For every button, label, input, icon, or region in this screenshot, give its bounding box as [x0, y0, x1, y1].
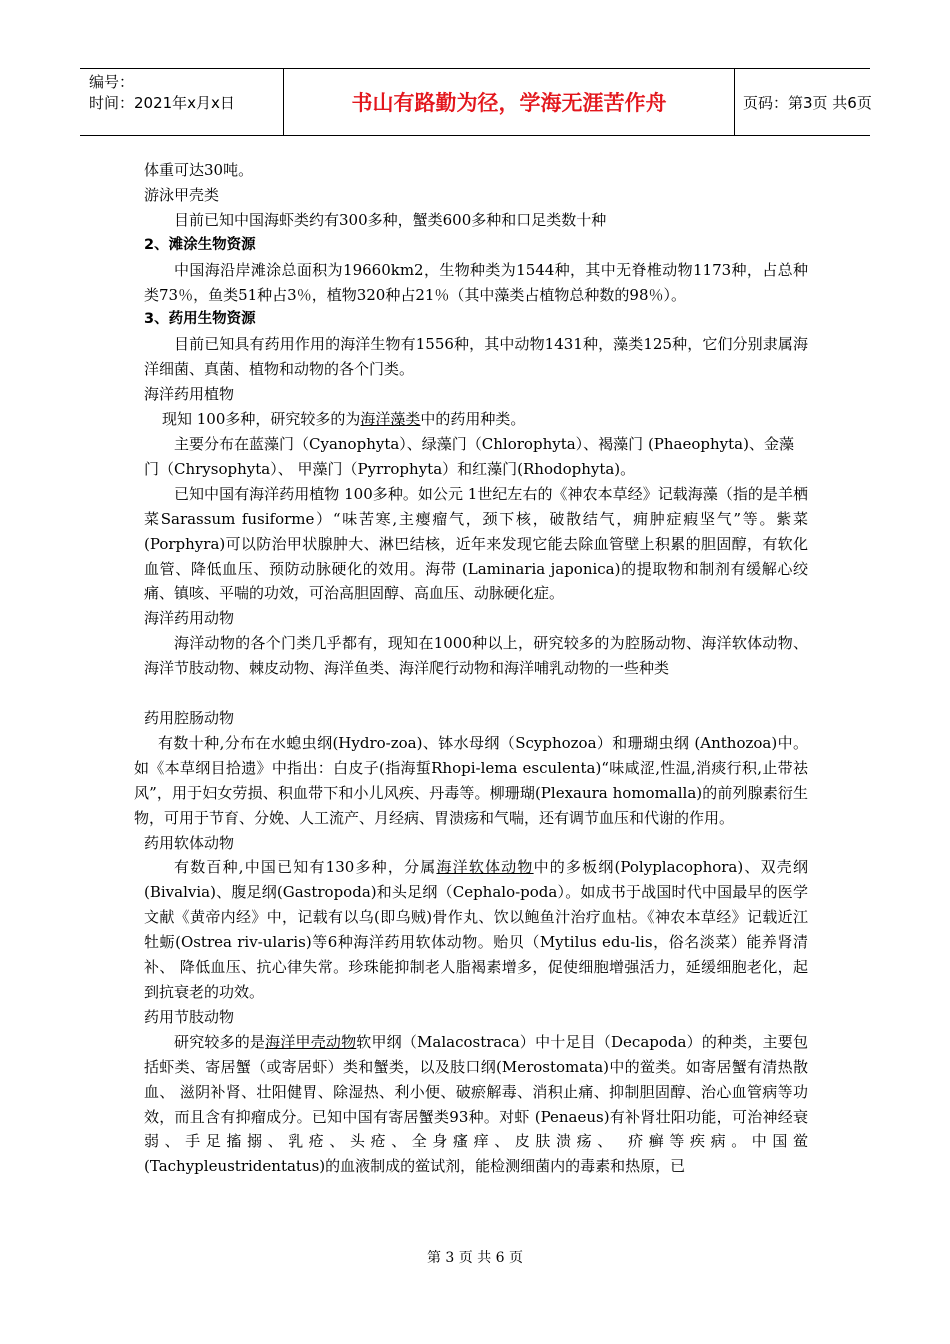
text-run: 研究较多的是	[174, 1032, 266, 1051]
section-heading: 3、药用生物资源	[144, 311, 256, 328]
header-left-cell	[80, 69, 283, 135]
paragraph: 目前已知中国海虾类约有300多种，蟹类600多种和口足类数十种	[174, 210, 607, 229]
page-header	[80, 68, 870, 136]
underlined-term: 海洋藻类	[360, 410, 421, 429]
header-motto: 书山有路勤为径，学海无涯苦作舟	[283, 69, 735, 135]
paragraph: 目前已知具有药用作用的海洋生物有1556种，其中动物1431种，藻类125种，它们分别隶属海洋细菌、真菌、植物和动物的各个门类。	[144, 335, 808, 379]
text-run: 中的药用种类。	[420, 410, 526, 429]
paragraph	[144, 1030, 808, 1179]
paragraph: 有数十种,分布在水螅虫纲(Hydro-zoa)、钵水母纲（Scyphozoa）和珊瑚虫纲 (Anthozoa)中。如《本草纲目拾遗》中指出：白皮子(指海蜇Rhopi-lema esculenta)“味咸涩,性温,消痰行积,止带祛风”，用于妇女劳损、积血带下和小儿风疾、丹毒等。柳珊瑚(Plexaura homomalla)的前列腺素衍生物，可用于节育、分娩、人工流产、月经病、胃溃疡和气喘，还有调节血压和代谢的作用。	[134, 733, 808, 827]
paragraph: 主要分布在蓝藻门（Cyanophyta）、绿藻门（Chlorophyta）、褐藻门 (Phaeophyta)、金藻门（Chrysophyta）、 甲藻门（Pyrrophyta）和红藻门(Rhodophyta)。	[144, 434, 794, 478]
text-run: 中的多板纲(Polyplacophora)、双壳纲(Bivalvia)、腹足纲(Gastropoda)和头足纲（Cephalo-poda）。如成书于战国时代中国最早的医学文献《黄帝内经》中，记载有以乌(即乌贼)骨作丸、饮以鲍鱼汁治疗血枯。《神农本草经》记载近江牡蛎(Ostrea riv-ularis)等6种海洋药用软体动物。贻贝（Mytilus edu-lis，俗名淡菜）能养肾清补、 降低血压、抗心律失常。珍珠能抑制老人脂褐素增多，促使细胞增强活力，延缓细胞老化，起到抗衰老的功效。	[144, 858, 808, 1001]
paragraph-gap	[144, 681, 808, 706]
paragraph: 中国海沿岸滩涂总面积为19660km2，生物种类为1544种，其中无脊椎动物1173种，占总种类73％，鱼类51种占3％，植物320种占21％（其中藻类占植物总种数的98％）。	[144, 260, 808, 304]
paragraph	[144, 407, 808, 432]
subheading: 游泳甲壳类	[144, 185, 220, 204]
subheading: 海洋药用植物	[144, 385, 235, 404]
text-run: 软甲纲（Malacostraca）中十足目（Decapoda）的种类，主要包括虾类、寄居蟹（或寄居虾）类和蟹类，以及肢口纲(Merostomata)中的鲎类。如寄居蟹有清热散血、 滋阴补肾、壮阳健胃、除湿热、利小便、破瘀解毒、消积止痛、抑制胆固醇、治心血管病等功效，而且含有抑瘤成分。已知中国有寄居蟹类93种。对虾 (Penaeus)有补肾壮阳功能，可治神经衰弱、手足搐搦、乳疮、头疮、全身瘙痒、皮肤溃疡、 疥癣等疾病。中国鲎(Tachypleustridentatus)的血液制成的鲎试剂，能检测细菌内的毒素和热原，已	[144, 1032, 808, 1176]
paragraph: 海洋动物的各个门类几乎都有，现知在1000种以上，研究较多的为腔肠动物、海洋软体动物、海洋节肢动物、棘皮动物、海洋鱼类、海洋爬行动物和海洋哺乳动物的一些种类	[144, 634, 808, 678]
document-body	[134, 158, 808, 1179]
paragraph	[144, 855, 808, 1004]
section-heading: 2、滩涂生物资源	[144, 236, 256, 253]
underlined-term: 海洋甲壳动物	[265, 1032, 357, 1051]
document-date-label: 时间：2021年x月x日	[89, 94, 235, 112]
subheading: 药用软体动物	[144, 833, 235, 852]
page-footer: 第 3 页 共 6 页	[426, 1250, 524, 1266]
subheading: 药用节肢动物	[144, 1007, 235, 1026]
subheading: 药用腔肠动物	[144, 709, 235, 728]
underlined-term: 海洋软体动物	[436, 858, 534, 877]
paragraph: 已知中国有海洋药用植物 100多种。如公元 1世纪左右的《神农本草经》记载海藻（指的是羊栖菜Sarassum fusiforme）“味苦寒,主瘿瘤气，颈下核，破散结气，痈肿症瘕坚气”等。紫菜(Porphyra)可以防治甲状腺肿大、淋巴结核，近年来发现它能去除血管壁上积累的胆固醇，有软化血管、降低血压、预防动脉硬化的效用。海带 (Laminaria japonica)的提取物和制剂有缓解心绞痛、镇咳、平喘的功效，可治高胆固醇、高血压、动脉硬化症。	[144, 484, 808, 603]
text-run: 有数百种,中国已知有130多种，分属	[174, 858, 437, 877]
text-run: 现知 100多种，研究较多的为	[162, 410, 361, 429]
document-number-label: 编号：	[89, 73, 135, 91]
subheading: 海洋药用动物	[144, 609, 235, 628]
header-page-info: 页码：第3页 共6页	[743, 93, 872, 112]
paragraph: 体重可达30吨。	[144, 161, 254, 179]
